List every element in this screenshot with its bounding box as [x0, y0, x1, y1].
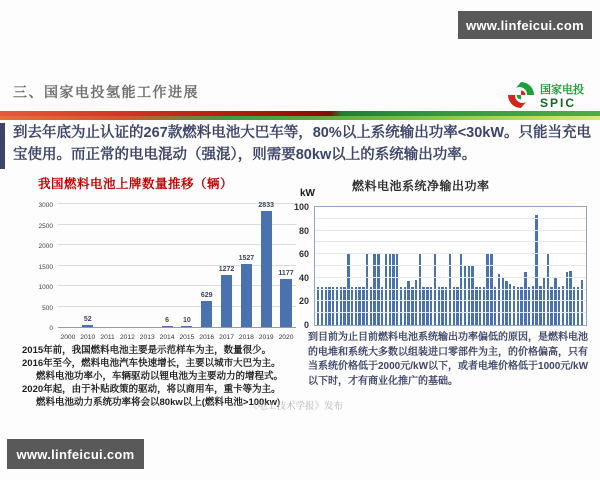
x-category-label: 2018 [238, 334, 254, 341]
x-category-label: 2020 [278, 334, 294, 341]
gridline [315, 265, 586, 266]
bar-value-label: 52 [83, 315, 92, 323]
bar [221, 275, 232, 327]
bar [404, 287, 406, 325]
note-line: 2016年至今，燃料电池汽车快速增长，主要以城市大巴为主。 [22, 358, 281, 370]
bar [453, 287, 455, 325]
bar [502, 278, 504, 325]
x-category-label: 2019 [258, 334, 274, 341]
left-chart-title: 我国燃料电池上牌数量推移（辆） [38, 177, 234, 191]
category-cell [236, 204, 256, 327]
bar [517, 287, 519, 325]
bar [325, 287, 327, 325]
y-tick-label: 500 [42, 304, 53, 312]
y-tick-label: 3000 [38, 202, 53, 209]
x-axis-labels [58, 331, 296, 344]
spic-logo [506, 80, 584, 115]
bar [494, 287, 496, 325]
y-axis-unit-label: kW [300, 188, 315, 199]
gridline [315, 312, 586, 313]
watermark-top-text: www.linfeicui.com [465, 17, 585, 33]
bar [456, 287, 458, 325]
bar [400, 287, 402, 325]
y-tick-label: 0 [49, 325, 53, 332]
spic-logo-cn: 国家电投 [540, 84, 584, 97]
watermark-bottom [7, 439, 144, 469]
bar [535, 215, 537, 325]
bar [317, 287, 319, 325]
category-cell [117, 204, 137, 327]
bar [426, 287, 428, 325]
bar-value-label: 6 [165, 317, 169, 324]
y-tick-label: 1000 [38, 284, 53, 291]
gridline [315, 253, 586, 254]
bar [82, 325, 93, 327]
gridline [315, 277, 586, 278]
y-axis [293, 202, 311, 330]
bar [411, 287, 413, 325]
bar-value-label: 10 [182, 317, 191, 324]
y-tick-label: 100 [293, 202, 309, 212]
y-tick-label: 80 [298, 225, 309, 236]
bar-value-label: 1177 [278, 269, 294, 277]
bar [479, 287, 481, 325]
bar [321, 287, 323, 325]
bar [475, 287, 477, 325]
bar [438, 287, 440, 325]
y-tick-label: 0 [303, 320, 309, 330]
bar [381, 287, 383, 325]
bar-value-label: 1272 [218, 265, 235, 273]
note-line: 燃料电池功率小，车辆驱动以锂电池为主要动力的增程式。 [36, 371, 284, 383]
x-category-label: 2014 [159, 334, 175, 341]
bar [370, 287, 372, 325]
bar [532, 286, 534, 325]
bar [524, 272, 526, 325]
note-line: 燃料电池动力系统功率将会以80kw以上(燃料电池>100kw) [36, 397, 281, 409]
category-cell [98, 204, 118, 327]
bar [358, 287, 360, 325]
header-divider [0, 111, 600, 120]
bar [201, 301, 212, 327]
bar [539, 286, 541, 325]
right-chart-title: 燃料电池系统净输出功率 [352, 179, 490, 193]
bar [336, 287, 338, 325]
plot-area [314, 206, 587, 326]
bar [181, 326, 192, 327]
gridline [315, 218, 586, 219]
bar-value-label: 629 [200, 292, 213, 300]
plot-area [58, 201, 296, 328]
category-cell [217, 204, 237, 327]
bar [554, 278, 556, 325]
y-tick-label: 2500 [38, 222, 53, 230]
category-cell [276, 204, 296, 327]
bar [422, 287, 424, 325]
bar [328, 287, 330, 325]
bar [464, 266, 466, 325]
x-category-label: 2000 [60, 334, 76, 341]
intro-left-accent-bar [0, 123, 5, 169]
net-output-power-chart [294, 186, 592, 336]
right-note-paragraph: 到目前为止目前燃料电池系统输出功率偏低的原因，是燃料电池的电堆和系统大多数以组装进口零部件为主，的价格偏高，只有当系统价格低于2000元/kW以下，或者电堆价格低于1000元/kW以下时，才有商业化推广的基础。 [308, 332, 589, 387]
category-cell [78, 204, 98, 327]
bar [471, 266, 473, 325]
bar [430, 287, 432, 325]
bar [162, 326, 173, 327]
divider-accent-stripe [0, 116, 600, 120]
category-cell [256, 201, 276, 327]
category-cell [157, 204, 177, 327]
bar [340, 287, 342, 325]
gridline [315, 230, 586, 231]
bar [415, 280, 417, 325]
source-attribution: 《电工技术学报》发布 [248, 401, 344, 412]
bar [280, 279, 291, 327]
y-tick-label: 20 [298, 296, 309, 307]
bar [569, 271, 571, 325]
slide-header-title: 三、国家电投氢能工作进展 [13, 84, 199, 100]
x-category-label: 2010 [80, 334, 96, 341]
bars-container [58, 201, 296, 327]
note-line: 2020年起，由于补贴政策的驱动，将以商用车，重卡等为主。 [22, 384, 281, 396]
bar-value-label: 1527 [238, 255, 255, 263]
bar-value-label: 2833 [258, 201, 274, 209]
y-tick-label: 40 [298, 272, 309, 283]
bar [520, 287, 522, 325]
bar [445, 287, 447, 325]
gridline [315, 300, 586, 301]
x-category-label: 2016 [199, 334, 215, 341]
bar [573, 287, 575, 325]
intro-paragraph: 到去年底为止认证的267款燃料电池大巴车等，80%以上系统输出功率<30kW。只能当充电宝使用。而正常的电电混动（强混），则需要80kw以上的系统输出功率。 [13, 125, 592, 163]
bar [513, 286, 515, 325]
bar [562, 286, 564, 325]
bar [558, 287, 560, 325]
y-tick-label: 2000 [38, 243, 53, 250]
y-axis [30, 202, 55, 332]
bar [528, 287, 530, 325]
bar [362, 287, 364, 325]
bar [343, 287, 345, 325]
x-category-label: 2011 [100, 334, 115, 341]
bar [550, 287, 552, 325]
gridline [315, 289, 586, 290]
y-tick-label: 60 [298, 249, 309, 260]
bar [577, 287, 579, 325]
bar [566, 272, 568, 325]
spic-logo-en: SPIC [540, 95, 577, 110]
bar [509, 284, 511, 325]
bar [351, 287, 353, 325]
spic-logo-icon [506, 80, 536, 115]
vehicle-registrations-chart [30, 198, 298, 344]
y-tick-label: 1500 [38, 263, 53, 271]
note-line: 2015年前，我国燃料电池主要是示范样车为主，数量很少。 [22, 345, 272, 356]
category-cell [177, 204, 197, 327]
x-category-label: 2017 [219, 334, 234, 341]
bar [355, 287, 357, 325]
x-category-label: 2012 [119, 334, 135, 341]
x-category-label: 2015 [179, 334, 195, 341]
bar [241, 264, 252, 327]
bar [581, 280, 583, 325]
category-cell [58, 204, 78, 327]
watermark-bottom-text: www.linfeicui.com [16, 446, 135, 462]
watermark-top [458, 11, 592, 39]
spic-logo-text [540, 85, 584, 109]
bar [468, 266, 470, 325]
bar [543, 278, 545, 325]
bar [441, 287, 443, 325]
bar [483, 287, 485, 325]
bar [332, 287, 334, 325]
x-category-label: 2013 [139, 334, 155, 341]
gridline [315, 241, 586, 242]
category-cell [137, 204, 157, 327]
